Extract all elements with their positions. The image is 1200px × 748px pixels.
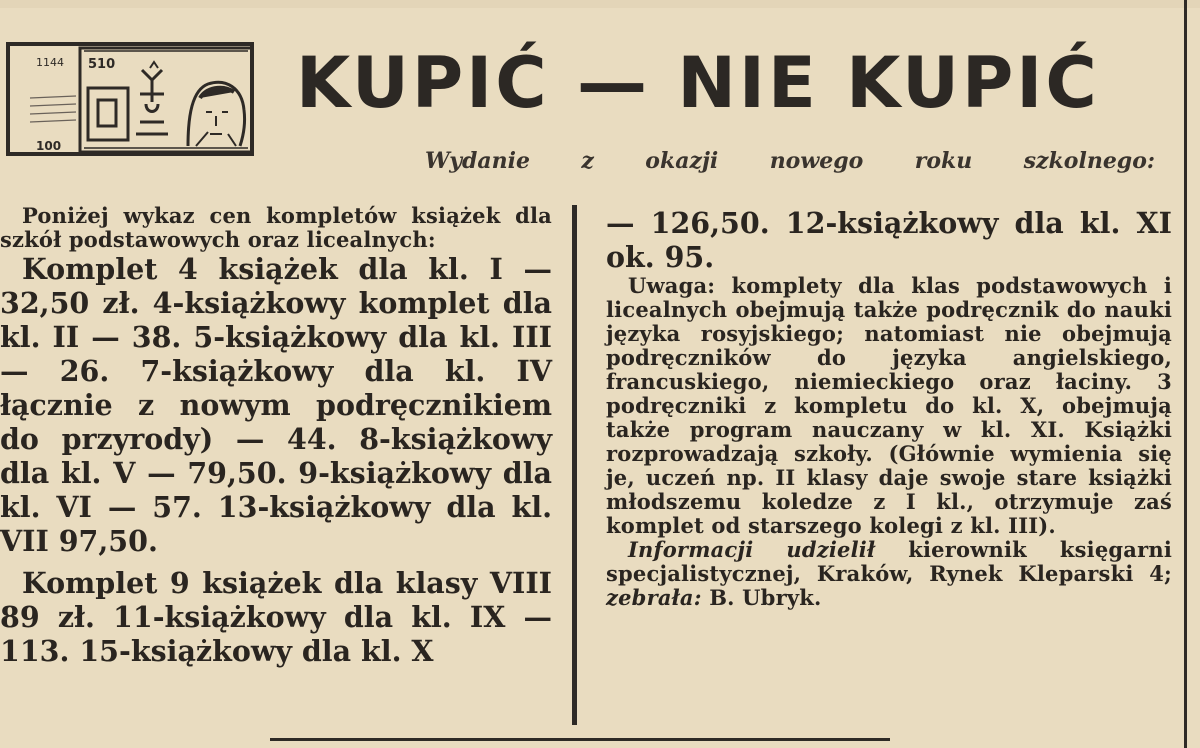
prices-paragraph-1: Komplet 4 książek dla kl. I — 32,50 zł. 4-książkowy komplet dla kl. II — 38. 5-książkowy dla kl. III — 26. 7-książkowy dla kl. IV łącznie z nowym podręcznikiem do przyrody) — 44. 8-książkowy dla kl. V — 79,50. 9-książkowy dla kl. VI — 57. 13-książkowy dla kl. VII 97,50. <box>0 252 552 558</box>
note-label: Uwaga: <box>628 273 716 298</box>
prices-continuation: — 126,50. 12-książkowy dla kl. XI ok. 95. <box>606 206 1172 274</box>
banknote-svg <box>0 38 258 160</box>
right-border-rule <box>1184 0 1187 748</box>
intro-paragraph: Poniżej wykaz cen kompletów książek dla szkół podstawowych oraz licealnych: <box>0 203 552 252</box>
credit-label-compiled: zebrała: <box>606 585 702 610</box>
credit-author: B. Ubryk. <box>701 585 822 610</box>
column-divider <box>572 205 577 725</box>
prices-paragraph-2: Komplet 9 książek dla klasy VIII 89 zł. 11-książkowy dla kl. IX — 113. 15-książkowy dla kl. X <box>0 566 552 668</box>
banknote-drawing-icon <box>0 38 258 160</box>
note-text: komplety dla klas podstawowych i licealnych obejmują także podręcznik do nauki języka rosyjskiego; natomiast nie obejmują podręczników do języka angielskiego, francuskiego, niemieckiego oraz łaciny. 3 podręczniki z kompletu do kl. X, obejmują także program nauczany w kl. XI. Książki rozprowadzają szkoły. (Głównie wymienia się je, uczeń np. II klasy daje swoje stare książki młodszemu koledze z I kl., otrzymuje zaś komplet od starszego kolegi z kl. III). <box>606 273 1172 538</box>
note-paragraph <box>606 274 1172 538</box>
top-rule <box>0 0 1200 8</box>
banknote-corner-bottom: 100 <box>36 139 62 153</box>
right-column <box>606 206 1172 610</box>
subtitle: Wydanie z okazji nowego roku szkolnego: <box>425 148 1155 174</box>
credit-paragraph <box>606 538 1172 610</box>
credit-label-info: Informacji udzielił <box>628 537 876 562</box>
banknote-corner-top: 1144 <box>36 56 64 69</box>
credit-text-info: kierownik księgarni specjalistycznej, Kraków, Rynek Kleparski 4; <box>606 537 1172 586</box>
headline: KUPIĆ — NIE KUPIĆ <box>296 42 1100 124</box>
left-column <box>0 204 552 668</box>
banknote-denomination: 510 <box>88 57 116 72</box>
bottom-rule <box>270 738 890 741</box>
